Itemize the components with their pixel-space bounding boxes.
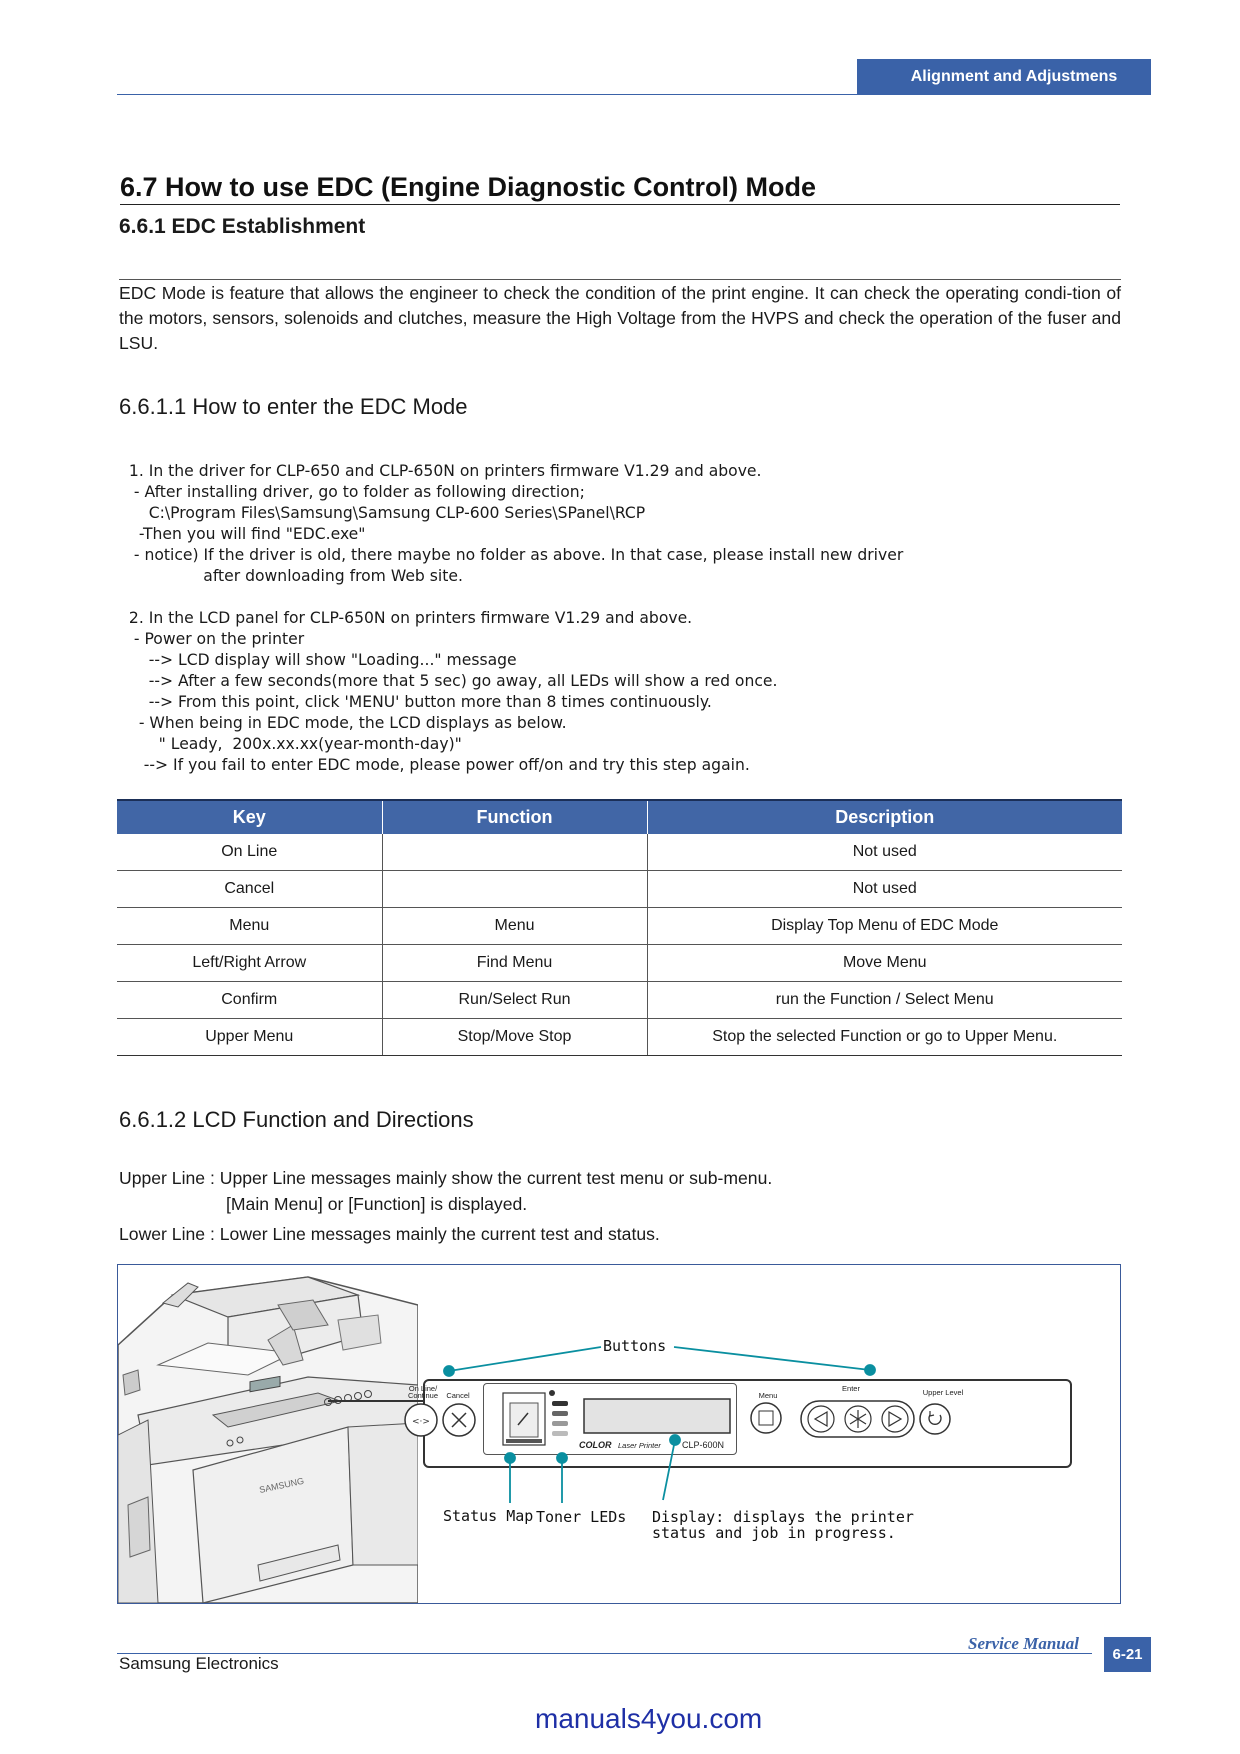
header-rule (117, 94, 1151, 95)
menu-button[interactable] (751, 1403, 781, 1433)
label-online-1: On Line/ (408, 1384, 438, 1393)
section-heading-lcd: 6.6.1.2 LCD Function and Directions (119, 1107, 474, 1132)
step-line: --> From this point, click 'MENU' button more than 8 times continuously. (119, 693, 712, 711)
section-heading-enter-edc: 6.6.1.1 How to enter the EDC Mode (119, 394, 468, 419)
step-line: - notice) If the driver is old, there maybe no folder as above. In that case, please install new driver (119, 546, 904, 564)
page-number: 6-21 (1104, 1637, 1151, 1672)
label-menu: Menu (758, 1391, 778, 1400)
cell-function (382, 871, 647, 908)
cell-function (382, 834, 647, 871)
edc-key-table (117, 799, 1122, 1056)
left-arrow-button[interactable] (808, 1406, 834, 1432)
toner-leds-caption: Toner LEDs (536, 1508, 627, 1526)
table-row (117, 1019, 1122, 1056)
model-label: CLP-600N (682, 1440, 725, 1450)
step-line: --> If you fail to enter EDC mode, please power off/on and try this step again. (119, 756, 750, 774)
printer-logo: SAMSUNG (258, 1475, 305, 1495)
cell-key: Menu (117, 908, 382, 945)
status-map-icon (503, 1393, 545, 1445)
section-subtitle: 6.6.1 EDC Establishment (119, 215, 366, 238)
label-cancel: Cancel (446, 1391, 470, 1400)
online-continue-button[interactable] (405, 1404, 437, 1436)
footer-service-manual: Service Manual (968, 1634, 1079, 1653)
step-line: -Then you will find "EDC.exe" (119, 525, 366, 543)
cell-function: Stop/Move Stop (382, 1019, 647, 1056)
intro-paragraph: EDC Mode is feature that allows the engineer to check the condition of the print engine. It can check the operating condi-tion of the motors, sensors, solenoids and clutches, measure the High Voltage from the HVPS and check the operation of the fuser and LSU. (119, 283, 1121, 353)
label-online-2: Continue (407, 1391, 439, 1400)
table-row (117, 945, 1122, 982)
display-caption-1: Display: displays the printer (652, 1508, 914, 1526)
cell-function: Run/Select Run (382, 982, 647, 1019)
display-caption-2: status and job in progress. (652, 1524, 896, 1542)
label-upper-level: Upper Level (922, 1388, 964, 1397)
step-line: 2. In the LCD panel for CLP-650N on printers firmware V1.29 and above. (119, 609, 693, 627)
upper-line-row (119, 1165, 1119, 1191)
upper-line-label: Upper Line : (119, 1168, 220, 1188)
svg-text:<·>: <·> (412, 1417, 430, 1427)
steps-list (119, 461, 1119, 776)
enter-button[interactable] (845, 1406, 871, 1432)
section-tab: Alignment and Adjustmens (857, 59, 1151, 94)
cell-key: Upper Menu (117, 1019, 382, 1056)
col-header-key: Key (117, 800, 382, 834)
footer-company: Samsung Electronics (119, 1654, 279, 1673)
table-row (117, 871, 1122, 908)
step-line: --> LCD display will show "Loading..." message (119, 651, 517, 669)
cell-function: Find Menu (382, 945, 647, 982)
step-line: - After installing driver, go to folder as following direction; (119, 483, 585, 501)
lcd-description (119, 1165, 1119, 1247)
intro-rule (119, 279, 1121, 280)
cell-function: Menu (382, 908, 647, 945)
upper-level-button[interactable] (920, 1404, 950, 1434)
cell-key: Cancel (117, 871, 382, 908)
cell-description: Not used (647, 871, 1122, 908)
label-enter: Enter (842, 1384, 860, 1393)
table-header-row (117, 800, 1122, 834)
upper-line-text-2: [Main Menu] or [Function] is displayed. (226, 1194, 528, 1214)
lower-line-row (119, 1221, 1119, 1247)
step-line: 1. In the driver for CLP-650 and CLP-650N on printers firmware V1.29 and above. (119, 462, 762, 480)
cell-description: run the Function / Select Menu (647, 982, 1122, 1019)
cell-description: Display Top Menu of EDC Mode (647, 908, 1122, 945)
cell-description: Not used (647, 834, 1122, 871)
step-line (119, 587, 1119, 608)
table-row (117, 834, 1122, 871)
step-line: - Power on the printer (119, 630, 305, 648)
cell-key: Confirm (117, 982, 382, 1019)
col-header-function: Function (382, 800, 647, 834)
step-line: C:\Program Files\Samsung\Samsung CLP-600 Series\SPanel\RCP (119, 504, 646, 522)
table-row (117, 982, 1122, 1019)
status-map-caption: Status Map (443, 1507, 534, 1525)
page-title: 6.7 How to use EDC (Engine Diagnostic Control) Mode (120, 172, 1120, 205)
cell-key: Left/Right Arrow (117, 945, 382, 982)
table-row (117, 908, 1122, 945)
control-panel-figure (117, 1264, 1121, 1604)
upper-line-text: Upper Line messages mainly show the current test menu or sub-menu. (219, 1168, 773, 1188)
toner-leds (549, 1390, 568, 1436)
lower-line-text: Lower Line messages mainly the current test and status. (219, 1224, 660, 1244)
step-line: " Leady, 200x.xx.xx(year-month-day)" (119, 735, 462, 753)
cell-key: On Line (117, 834, 382, 871)
cancel-button[interactable] (443, 1404, 475, 1436)
brand-laser-printer: Laser Printer (618, 1441, 661, 1450)
lcd-display (584, 1399, 730, 1433)
cell-description: Move Menu (647, 945, 1122, 982)
lower-line-label: Lower Line : (119, 1224, 220, 1244)
cell-description: Stop the selected Function or go to Upper Menu. (647, 1019, 1122, 1056)
step-line: --> After a few seconds(more that 5 sec) go away, all LEDs will show a red once. (119, 672, 778, 690)
brand-color: COLOR (579, 1440, 612, 1450)
step-line: - When being in EDC mode, the LCD displays as below. (119, 714, 567, 732)
buttons-caption: Buttons (603, 1337, 667, 1355)
col-header-description: Description (647, 800, 1122, 834)
watermark-link[interactable]: manuals4you.com (535, 1703, 763, 1734)
step-line: after downloading from Web site. (119, 567, 463, 585)
right-arrow-button[interactable] (882, 1406, 908, 1432)
panel-buttons (118, 1265, 1118, 1603)
